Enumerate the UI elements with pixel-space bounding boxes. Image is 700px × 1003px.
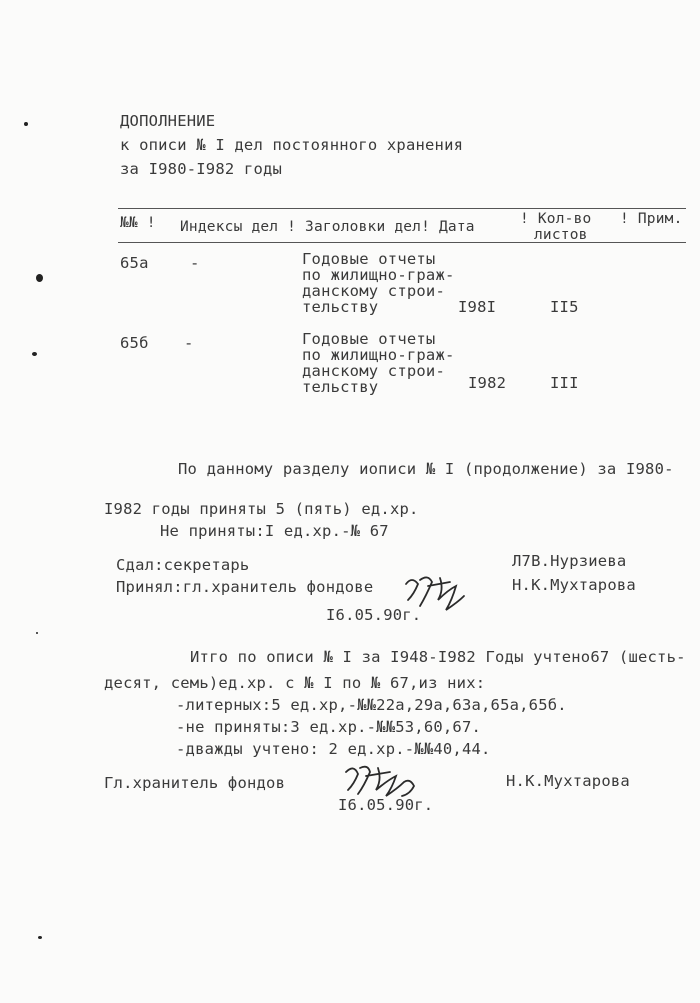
- row-title-line: данскому строи-: [302, 362, 445, 380]
- row-date: I98I: [458, 298, 497, 316]
- row-title-line: тельству: [302, 298, 379, 316]
- signature-handover: [398, 566, 478, 616]
- total-line: десят, семь)ед.хр. с № I по № 67,из них:: [104, 674, 486, 692]
- footer-role: Гл.хранитель фондов: [104, 774, 286, 792]
- handover-received: Принял:гл.хранитель фондове: [116, 578, 374, 596]
- row-title-line: по жилищно-граж-: [302, 266, 455, 284]
- section-not-accepted: Не приняты:I ед.хр.-№ 67: [160, 522, 389, 540]
- section-summary-line: I982 годы приняты 5 (пять) ед.хр.: [104, 500, 419, 518]
- row-num: 65а: [120, 254, 149, 272]
- header-index-title-date: Индексы дел ! Заголовки дел! Дата: [180, 219, 475, 235]
- handover-gave-name: Л7В.Нурзиева: [512, 552, 627, 570]
- row-title-line: данскому строи-: [302, 282, 445, 300]
- scan-speck: [38, 936, 42, 939]
- handover-gave: Сдал:секретарь: [116, 556, 250, 574]
- row-sheets: II5: [550, 298, 579, 316]
- row-date: I982: [468, 374, 507, 392]
- scan-speck: [32, 352, 37, 356]
- signature-footer: [340, 758, 430, 802]
- scan-speck: [36, 274, 43, 282]
- footer-date: I6.05.90г.: [338, 796, 434, 814]
- row-index: -: [190, 254, 200, 272]
- footer-name: Н.К.Мухтарова: [506, 772, 630, 790]
- row-sheets: III: [550, 374, 579, 392]
- row-title-line: Годовые отчеты: [302, 330, 436, 348]
- header-num: №№ !: [120, 215, 156, 231]
- handover-date: I6.05.90г.: [326, 606, 422, 624]
- header-note: ! Прим.: [620, 211, 683, 227]
- heading-subtitle: к описи № I дел постоянного хранения: [120, 136, 464, 154]
- total-line: Итго по описи № I за I948-I982 Годы учтено67 (шесть-: [190, 648, 686, 666]
- header-count-top: ! Кол-во: [520, 211, 592, 227]
- table-bottom-rule: [118, 242, 686, 243]
- scan-speck: [24, 122, 28, 126]
- total-not-accepted: -не приняты:3 ед.хр.-№№53,60,67.: [176, 718, 482, 736]
- header-count-bottom: листов: [534, 227, 588, 243]
- heading-years: за I980-I982 годы: [120, 160, 283, 178]
- row-title-line: тельству: [302, 378, 379, 396]
- row-title-line: Годовые отчеты: [302, 250, 436, 268]
- row-title-line: по жилищно-граж-: [302, 346, 455, 364]
- handover-received-name: Н.К.Мухтарова: [512, 576, 636, 594]
- table-top-rule: [118, 208, 686, 209]
- total-double-counted: -дважды учтено: 2 ед.хр.-№№40,44.: [176, 740, 491, 758]
- heading-title: ДОПОЛНЕНИЕ: [120, 112, 216, 130]
- row-index: -: [184, 334, 194, 352]
- row-num: 65б: [120, 334, 149, 352]
- section-summary-line: По данному разделу иописи № I (продолжение) за I980-: [178, 460, 674, 478]
- scan-speck: [36, 632, 38, 634]
- total-literal: -литерных:5 ед.хр,-№№22а,29а,63а,65а,65б.: [176, 696, 567, 714]
